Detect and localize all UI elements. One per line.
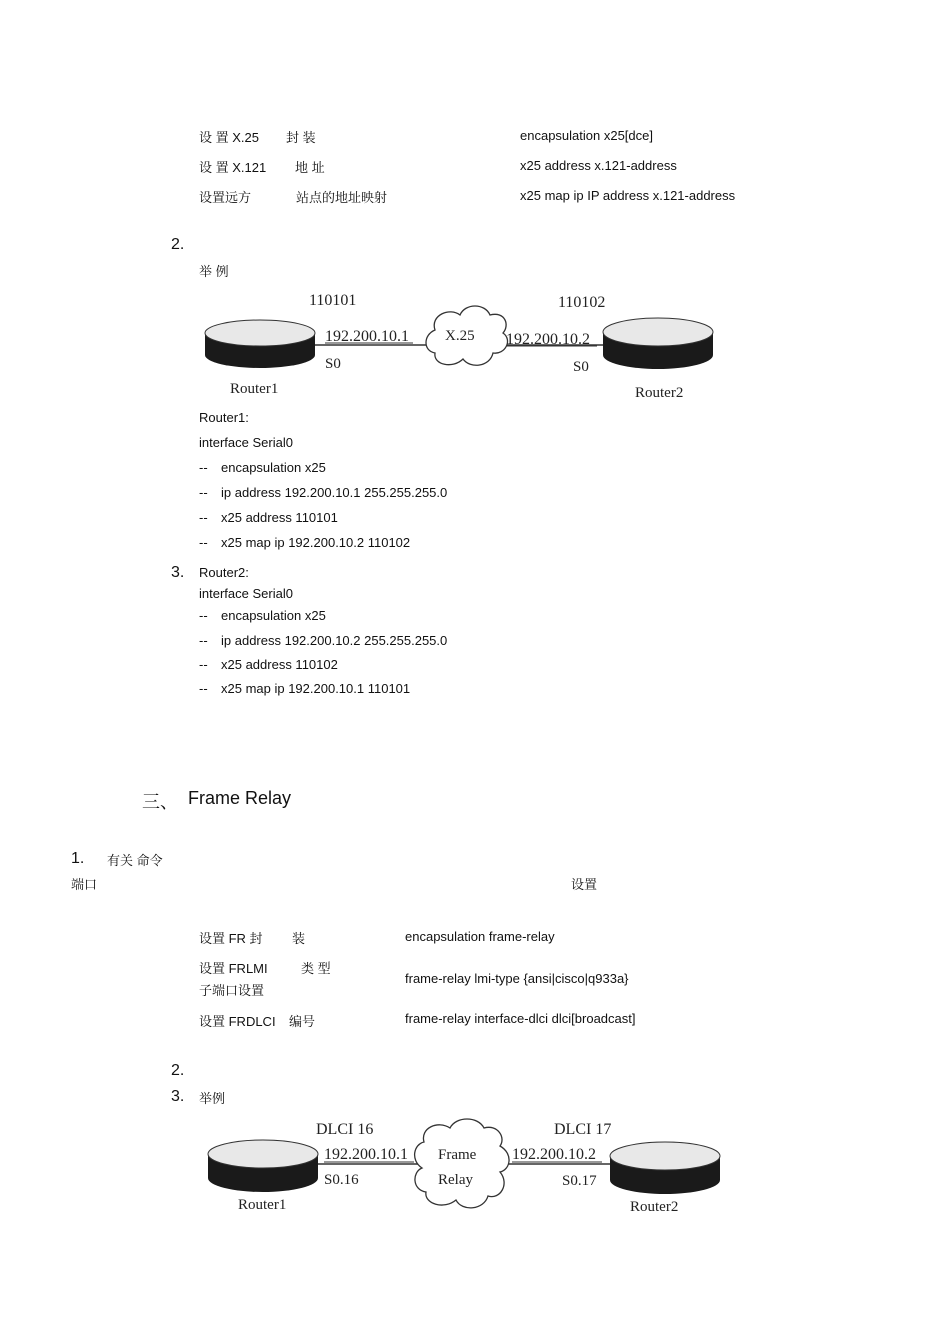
router1-cmd-4: x25 map ip 192.200.10.2 110102 (221, 535, 411, 550)
router1-cmd-2: ip address 192.200.10.1 255.255.255.0 (221, 485, 448, 500)
x25-row3-command: x25 map ip IP address x.121-address (520, 188, 736, 203)
fr-row3-command: frame-relay interface-dlci dlci[broadcast] (405, 1011, 636, 1026)
r1-port: S0 (325, 356, 341, 372)
r2-x121-address: 110102 (558, 294, 606, 311)
section-heading-number: 三、 (142, 792, 178, 812)
dash: -- (199, 485, 208, 500)
fr-sub-number: 1. (71, 850, 85, 867)
fr-col-port: 端口 (71, 877, 98, 892)
dash: -- (199, 535, 208, 550)
x25-row2-setting-a: 设 置 X.121 (199, 160, 267, 175)
router1-cmd-1: encapsulation x25 (221, 460, 326, 475)
r1-ip: 192.200.10.1 (324, 1146, 408, 1163)
r2-dlci: DLCI 17 (554, 1121, 612, 1138)
fr-row1-setting-b: 装 (292, 931, 306, 946)
cloud-line2: Relay (438, 1172, 473, 1188)
dash: -- (199, 510, 208, 525)
x25-row3-setting-b: 站点的地址映射 (296, 190, 388, 205)
r1-port: S0.16 (324, 1172, 359, 1188)
router1-cmd-3: x25 address 110101 (221, 510, 338, 525)
router2-icon (603, 318, 713, 369)
x25-example-number: 2. (171, 236, 185, 253)
r2-name: Router2 (635, 385, 684, 401)
router2-number: 3. (171, 564, 185, 581)
fr-number-3: 3. (171, 1088, 185, 1105)
r2-ip: 192.200.10.2 (506, 331, 590, 348)
x25-row1-setting-a: 设 置 X.25 (199, 130, 259, 145)
r1-dlci: DLCI 16 (316, 1121, 374, 1138)
r1-name: Router1 (238, 1197, 287, 1213)
fr-row2-setting-c: 子端口设置 (199, 983, 265, 998)
x25-example-label: 举 例 (199, 264, 229, 279)
cloud-label: X.25 (445, 328, 475, 344)
r2-ip: 192.200.10.2 (512, 1146, 596, 1163)
section-heading: Frame Relay (188, 788, 292, 808)
router1-title: Router1: (199, 410, 249, 425)
fr-sub-label: 有关 命令 (107, 853, 163, 868)
router2-cmd-1: encapsulation x25 (221, 608, 326, 623)
x25-row3-setting-a: 设置远方 (199, 190, 252, 205)
dash: -- (199, 460, 208, 475)
fr-row1-command: encapsulation frame-relay (405, 929, 555, 944)
r1-name: Router1 (230, 381, 279, 397)
fr-row1-setting-a: 设置 FR 封 (199, 931, 263, 946)
cloud-line1: Frame (438, 1147, 477, 1163)
fr-row2-setting-b: 类 型 (301, 961, 331, 976)
dash: -- (199, 608, 208, 623)
router2-icon (610, 1142, 720, 1194)
r1-x121-address: 110101 (309, 292, 357, 309)
x25-row1-setting-b: 封 装 (286, 130, 316, 145)
fr-number-2: 2. (171, 1062, 185, 1079)
fr-row2-setting-a: 设置 FRLMI (199, 961, 268, 976)
router2-cmd-4: x25 map ip 192.200.10.1 110101 (221, 681, 411, 696)
dash: -- (199, 657, 208, 672)
router1-icon (208, 1140, 318, 1192)
router2-title: Router2: (199, 565, 249, 580)
router1-interface: interface Serial0 (199, 435, 293, 450)
r2-port: S0.17 (562, 1173, 597, 1189)
router1-icon (205, 320, 315, 368)
r2-name: Router2 (630, 1199, 679, 1215)
r2-port: S0 (573, 359, 589, 375)
x25-row2-setting-b: 地 址 (295, 160, 325, 175)
x25-row2-command: x25 address x.121-address (520, 158, 677, 173)
fr-row2-command: frame-relay lmi-type {ansi|cisco|q933a} (405, 971, 629, 986)
r1-ip: 192.200.10.1 (325, 328, 409, 345)
router2-interface: interface Serial0 (199, 586, 293, 601)
fr-network-diagram (200, 1112, 730, 1222)
x25-network-diagram (195, 285, 735, 405)
router2-cmd-2: ip address 192.200.10.2 255.255.255.0 (221, 633, 448, 648)
router2-cmd-3: x25 address 110102 (221, 657, 338, 672)
fr-example-label: 举例 (199, 1091, 226, 1106)
frame-relay-cloud-icon (415, 1119, 509, 1208)
x25-row1-command: encapsulation x25[dce] (520, 128, 653, 143)
fr-row3-setting-a: 设置 FRDLCI (199, 1014, 276, 1029)
dash: -- (199, 681, 208, 696)
dash: -- (199, 633, 208, 648)
fr-row3-setting-b: 编号 (289, 1014, 316, 1029)
fr-col-setting: 设置 (571, 877, 598, 892)
